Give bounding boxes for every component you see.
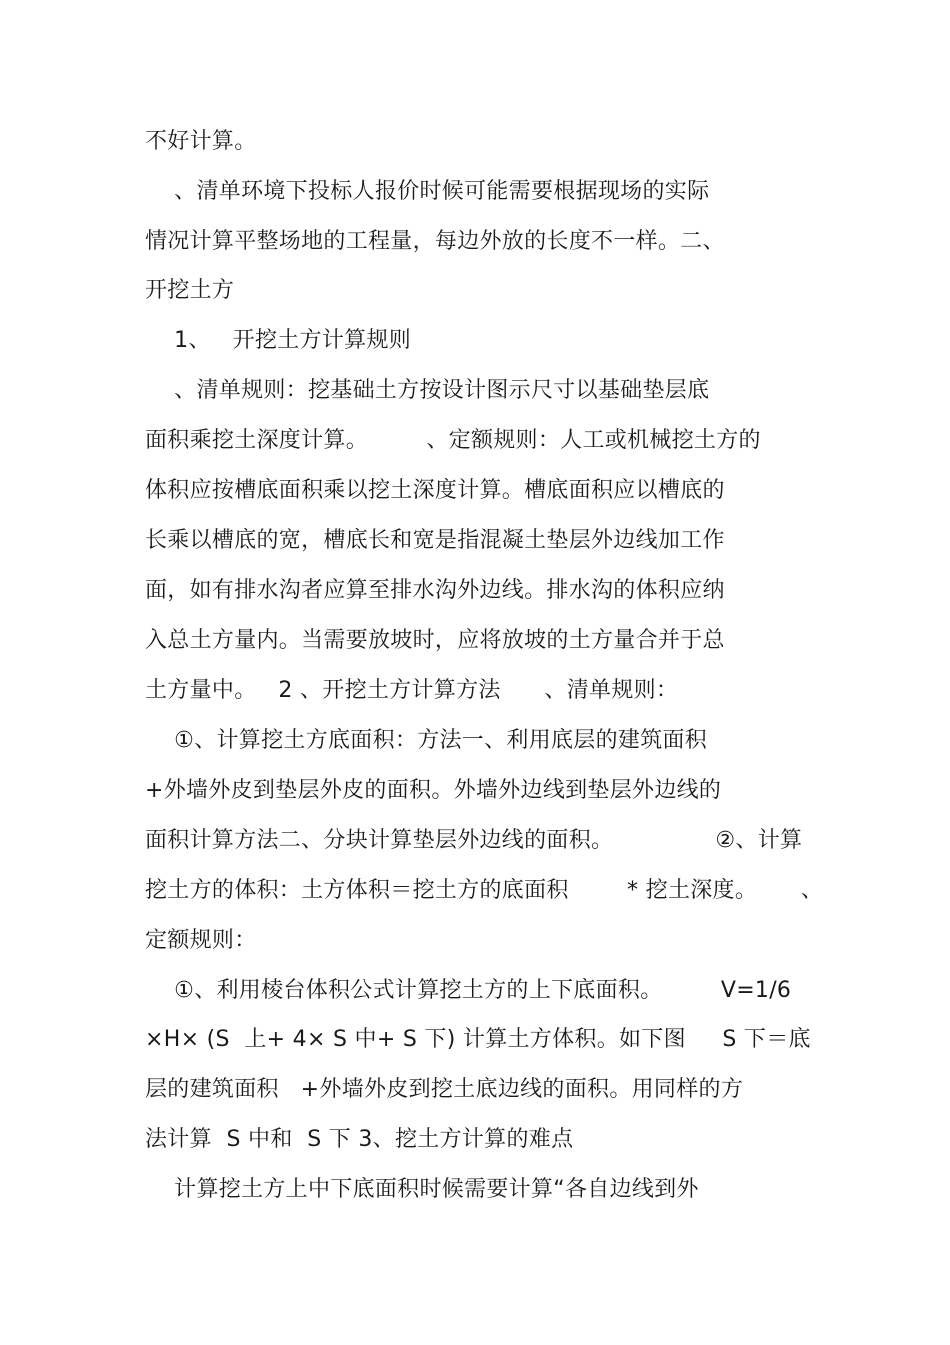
text-line-21: 法计算 S 中和 S 下 3、挖土方计算的难点: [145, 1127, 574, 1152]
text-line-7: 面积乘挖土深度计算。 、定额规则：人工或机械挖土方的: [145, 428, 761, 453]
text-line-2: 、清单环境下投标人报价时候可能需要根据现场的实际: [145, 179, 710, 204]
text-line-10: 面，如有排水沟者应算至排水沟外边线。排水沟的体积应纳: [145, 578, 725, 603]
text-line-8: 体积应按槽底面积乘以挖土深度计算。槽底面积应以槽底的: [145, 478, 725, 503]
text-line-11: 入总土方量内。当需要放坡时，应将放坡的土方量合并于总: [145, 628, 725, 653]
text-line-1: 不好计算。: [145, 129, 257, 154]
text-line-6: 、清单规则：挖基础土方按设计图示尺寸以基础垫层底: [145, 378, 710, 403]
text-line-19: ×H× (S 上+ 4× S 中+ S 下) 计算土方体积。如下图 S 下＝底: [145, 1027, 811, 1052]
text-line-12: 土方量中。 2 、开挖土方计算方法 、清单规则：: [145, 678, 679, 703]
text-line-4: 开挖土方: [145, 278, 235, 303]
text-line-17: 定额规则：: [145, 928, 257, 953]
text-line-13: ①、计算挖土方底面积：方法一、利用底层的建筑面积: [145, 728, 708, 753]
text-line-16: 挖土方的体积：土方体积＝挖土方的底面积 * 挖土深度。 、: [145, 878, 824, 903]
text-line-18: ①、利用棱台体积公式计算挖土方的上下底面积。 V=1/6: [145, 978, 792, 1003]
text-line-3: 情况计算平整场地的工程量，每边外放的长度不一样。二、: [145, 229, 725, 254]
text-line-15: 面积计算方法二、分块计算垫层外边线的面积。 ②、计算: [145, 828, 803, 853]
text-line-9: 长乘以槽底的宽，槽底长和宽是指混凝土垫层外边线加工作: [145, 528, 725, 553]
text-line-5: 1、 开挖土方计算规则: [145, 328, 412, 353]
text-line-22: 计算挖土方上中下底面积时候需要计算“各自边线到外: [145, 1177, 699, 1202]
text-line-20: 层的建筑面积 +外墙外皮到挖土底边线的面积。用同样的方: [145, 1077, 744, 1102]
text-line-14: +外墙外皮到垫层外皮的面积。外墙外边线到垫层外边线的: [145, 778, 722, 803]
